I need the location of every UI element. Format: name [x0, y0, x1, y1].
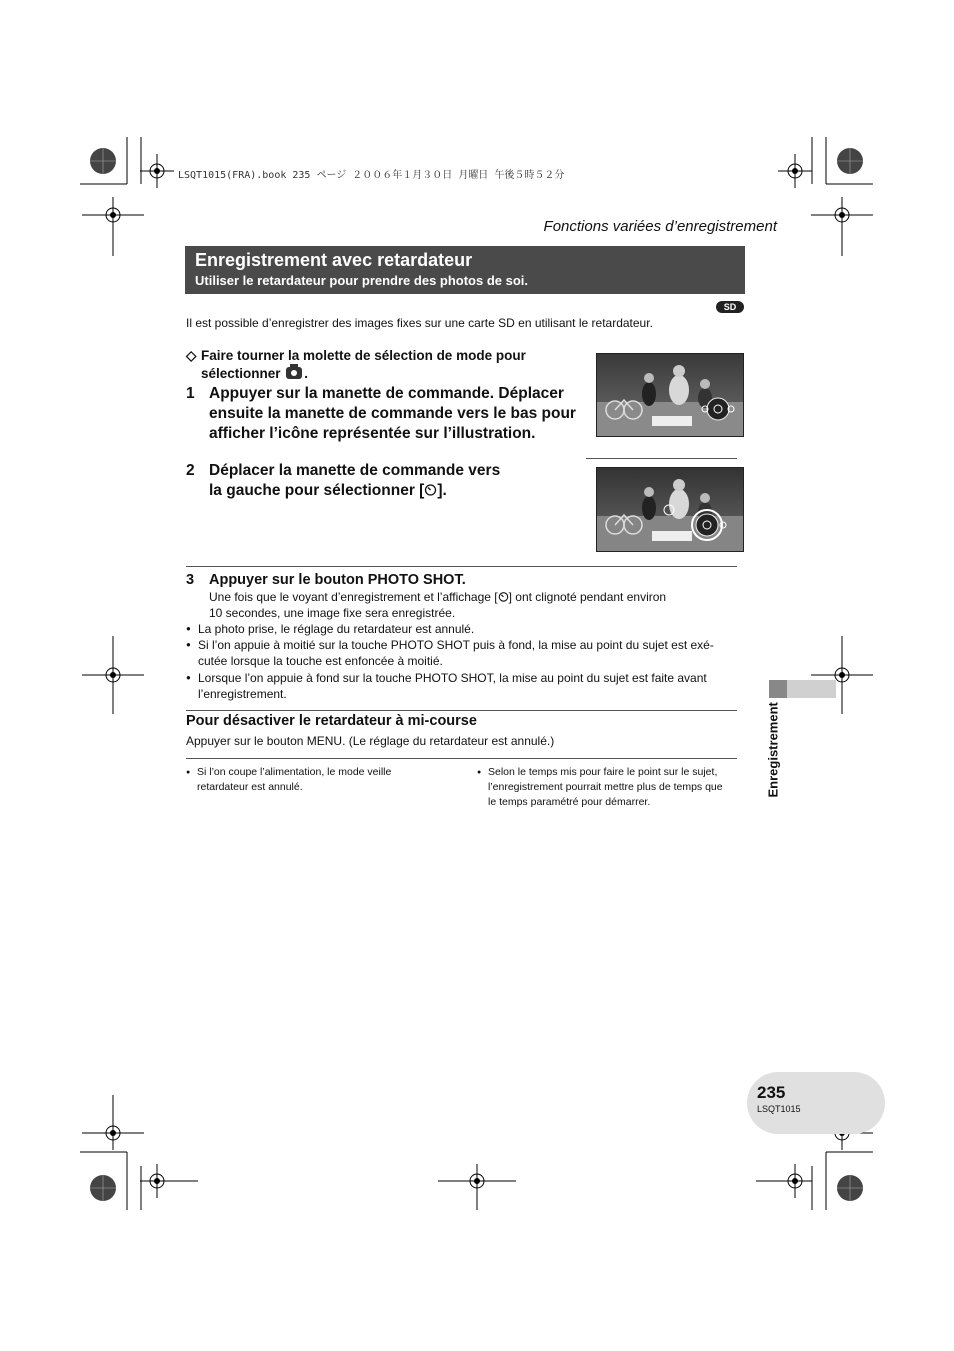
- note-text: le temps paramétré pour démarrer.: [488, 796, 651, 808]
- step-2: [186, 461, 586, 503]
- divider: [186, 758, 737, 759]
- prep-line-2-end: .: [304, 366, 309, 381]
- prep-line-1: Faire tourner la molette de sélection de mode pour: [201, 348, 526, 363]
- detail-text: Une fois que le voyant d’enregistrement et l’affichage [: [209, 590, 498, 604]
- section-subtitle: Utiliser le retardateur pour prendre des photos de soi.: [195, 273, 529, 288]
- bullet-item: [186, 670, 746, 702]
- divider: [186, 566, 737, 567]
- section-title: Enregistrement avec retardateur: [195, 250, 473, 270]
- detail-text: 10 secondes, une image fixe sera enregistrée.: [209, 606, 456, 620]
- step-line: afficher l’icône représentée sur l’illustration.: [209, 425, 536, 442]
- note-text: Si l’on coupe l’alimentation, le mode veille: [197, 766, 392, 778]
- bullet-item: [186, 621, 746, 637]
- step-number: 2: [186, 462, 195, 479]
- bullet-text: cutée lorsque la touche est enfoncée à moitié.: [198, 654, 443, 668]
- step-line: la gauche pour sélectionner [: [209, 482, 425, 499]
- illustration-photo-2: [596, 467, 744, 552]
- step-line: ensuite la manette de commande vers le bas pour: [209, 405, 576, 422]
- divider: [186, 710, 737, 711]
- bullet-text: La photo prise, le réglage du retardateur est annulé.: [198, 622, 475, 636]
- step-3-detail: [209, 589, 666, 621]
- document-code: LSQT1015: [757, 1104, 801, 1114]
- file-header: LSQT1015(FRA).book 235 ページ ２００６年１月３０日 月曜日 午後５時５２分: [178, 170, 565, 181]
- step-number: 1: [186, 385, 195, 402]
- step-line-end: ].: [437, 482, 447, 499]
- bullet-icon: ●: [186, 640, 191, 649]
- divider: [586, 458, 737, 459]
- bullet-icon: ●: [477, 769, 482, 776]
- camera-icon: [286, 367, 302, 379]
- diamond-icon: ◇: [186, 348, 197, 363]
- note-text: retardateur est annulé.: [197, 781, 303, 793]
- step-1: [186, 384, 586, 446]
- chapter-label: Enregistrement: [765, 702, 781, 798]
- step-line: Déplacer la manette de commande vers: [209, 462, 501, 479]
- bullet-icon: ●: [186, 769, 191, 776]
- step-line: Appuyer sur la manette de commande. Déplacer: [209, 385, 564, 402]
- prep-line-2: sélectionner: [201, 366, 281, 381]
- note-text: l’enregistrement pourrait mettre plus de temps que: [488, 781, 723, 793]
- step-3: [186, 570, 716, 590]
- cancel-heading: Pour désactiver le retardateur à mi-course: [186, 713, 477, 729]
- bullet-text: l’enregistrement.: [198, 687, 287, 701]
- bullet-icon: ●: [186, 673, 191, 682]
- bullet-icon: ●: [186, 624, 191, 633]
- prep-instruction: [186, 347, 526, 383]
- running-title: Fonctions variées d’enregistrement: [543, 218, 777, 235]
- page-number-oval: [747, 1072, 885, 1134]
- bullet-text: Si l’on appuie à moitié sur la touche PHOTO SHOT puis à fond, la mise au point du sujet est exé-: [198, 638, 714, 652]
- sd-badge: SD: [716, 301, 744, 313]
- cancel-text: Appuyer sur le bouton MENU. (Le réglage du retardateur est annulé.): [186, 734, 555, 748]
- step-line: Appuyer sur le bouton PHOTO SHOT.: [209, 572, 466, 588]
- note-text: Selon le temps mis pour faire le point sur le sujet,: [488, 766, 718, 778]
- chapter-tab-marker: [769, 680, 787, 698]
- bullet-text: Lorsque l’on appuie à fond sur la touche PHOTO SHOT, la mise au point du sujet est faite avant: [198, 671, 707, 685]
- detail-text: ] ont clignoté pendant environ: [508, 590, 667, 604]
- intro-text: Il est possible d’enregistrer des images fixes sur une carte SD en utilisant le retardateur.: [186, 316, 653, 330]
- step-number: 3: [186, 572, 195, 588]
- self-timer-icon: [498, 591, 509, 602]
- page-number: 235: [757, 1083, 786, 1102]
- illustration-photo-1: [596, 353, 744, 437]
- bullet-item: [186, 637, 746, 669]
- self-timer-icon: [424, 483, 437, 496]
- section-banner: [185, 246, 745, 294]
